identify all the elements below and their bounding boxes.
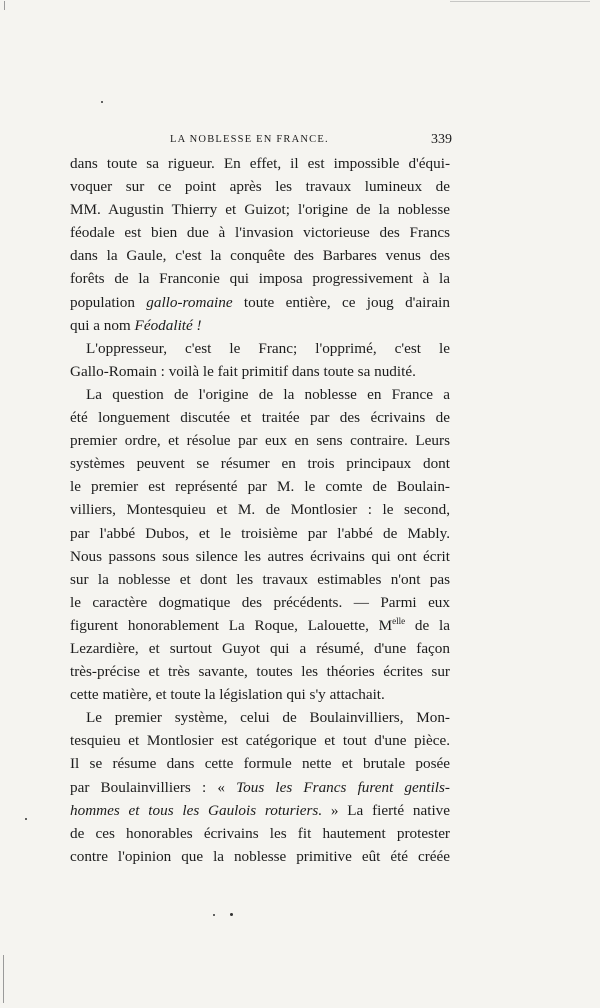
text-segment: Le premier système, celui de Boulainvilliers, Mon- bbox=[86, 709, 450, 727]
text-segment: de ces honorables écrivains les fit hautement protester bbox=[70, 824, 450, 842]
text-line bbox=[70, 383, 450, 406]
text-line bbox=[70, 591, 450, 614]
text-line bbox=[70, 568, 450, 591]
text-segment: contre l'opinion que la noblesse primitive eût été créée bbox=[70, 847, 450, 865]
text-line bbox=[70, 314, 450, 337]
text-line bbox=[70, 475, 450, 498]
text-line bbox=[70, 706, 450, 729]
text-segment: de la bbox=[405, 616, 450, 634]
scan-edge-mark bbox=[3, 955, 4, 1003]
text-segment: le caractère dogmatique des précédents. — Parmi eux bbox=[70, 593, 450, 611]
text-line bbox=[70, 221, 450, 244]
text-segment: dans la Gaule, c'est la conquête des Barbares venus des bbox=[70, 247, 450, 265]
text-segment: figurent honorablement La Roque, Lalouette, M bbox=[70, 616, 393, 634]
text-line bbox=[70, 244, 450, 267]
text-segment: Il se résume dans cette formule nette et brutale posée bbox=[70, 755, 450, 773]
text-segment: population bbox=[70, 293, 147, 311]
text-line bbox=[70, 614, 450, 637]
italic-segment: gallo-romaine bbox=[146, 293, 233, 311]
text-segment: La question de l'origine de la noblesse en France a bbox=[86, 385, 450, 403]
text-line bbox=[70, 799, 450, 822]
text-line bbox=[70, 175, 450, 198]
text-line bbox=[70, 660, 450, 683]
scan-speck bbox=[213, 914, 215, 916]
text-line bbox=[70, 522, 450, 545]
text-segment: par l'abbé Dubos, et le troisième par l'abbé de Mably. bbox=[70, 524, 450, 542]
text-line bbox=[70, 729, 450, 752]
page-number: 339 bbox=[431, 132, 452, 147]
text-segment: tesquieu et Montlosier est catégorique et tout d'une pièce. bbox=[70, 732, 450, 750]
text-segment: Lezardière, et surtout Guyot qui a résumé, d'une façon bbox=[70, 639, 450, 657]
text-segment: voquer sur ce point après les travaux lumineux de bbox=[70, 178, 450, 196]
text-segment: toute entière, ce joug d'airain bbox=[232, 293, 450, 311]
scan-speck bbox=[230, 913, 233, 916]
superscript: elle bbox=[392, 615, 406, 626]
text-line bbox=[70, 360, 450, 383]
running-head bbox=[70, 132, 450, 150]
text-segment: MM. Augustin Thierry et Guizot; l'origine de la noblesse bbox=[70, 201, 450, 219]
text-segment: » La fierté native bbox=[322, 801, 450, 819]
text-line bbox=[70, 152, 450, 175]
text-line bbox=[70, 198, 450, 221]
text-line bbox=[70, 291, 450, 314]
text-line bbox=[70, 498, 450, 521]
body-text bbox=[70, 152, 450, 868]
text-segment: très-précise et très savante, toutes les théories écrites sur bbox=[70, 663, 450, 681]
text-segment: qui a nom bbox=[70, 316, 135, 334]
text-segment: été longuement discutée et traitée par des écrivains de bbox=[70, 409, 450, 427]
text-segment: L'oppresseur, c'est le Franc; l'opprimé, c'est le bbox=[86, 339, 450, 357]
text-line bbox=[70, 429, 450, 452]
text-line bbox=[70, 752, 450, 775]
text-segment: Nous passons sous silence les autres écrivains qui ont écrit bbox=[70, 547, 450, 565]
text-segment: forêts de la Franconie qui imposa progressivement à la bbox=[70, 270, 450, 288]
text-line bbox=[70, 452, 450, 475]
italic-segment: hommes et tous les Gaulois roturiers. bbox=[70, 801, 323, 819]
scan-edge-mark bbox=[450, 1, 590, 2]
text-segment: systèmes peuvent se résumer en trois principaux dont bbox=[70, 455, 450, 473]
text-segment: le premier est représenté par M. le comte de Boulain- bbox=[70, 478, 450, 496]
text-segment: dans toute sa rigueur. En effet, il est impossible d'équi- bbox=[70, 155, 450, 172]
text-line bbox=[70, 683, 450, 706]
text-segment: Gallo-Romain : voilà le fait primitif dans toute sa nudité. bbox=[70, 362, 416, 380]
scan-speck bbox=[101, 101, 103, 103]
text-line bbox=[70, 545, 450, 568]
italic-segment: Féodalité ! bbox=[134, 316, 202, 334]
text-line bbox=[70, 637, 450, 660]
text-line bbox=[70, 337, 450, 360]
text-segment: premier ordre, et résolue par eux en sens contraire. Leurs bbox=[70, 432, 450, 450]
text-segment: féodale est bien due à l'invasion victorieuse des Francs bbox=[70, 224, 450, 242]
scan-speck bbox=[25, 818, 27, 820]
text-segment: sur la noblesse et dont les travaux estimables n'ont pas bbox=[70, 570, 450, 588]
italic-segment: Tous les Francs furent gentils- bbox=[236, 778, 450, 796]
text-segment: par Boulainvilliers : « bbox=[70, 778, 237, 796]
text-line bbox=[70, 845, 450, 868]
text-line bbox=[70, 406, 450, 429]
text-line bbox=[70, 822, 450, 845]
text-line bbox=[70, 267, 450, 290]
scan-edge-mark bbox=[4, 1, 5, 10]
text-line bbox=[70, 776, 450, 799]
text-segment: cette matière, et toute la législation qui s'y attachait. bbox=[70, 686, 385, 704]
text-segment: villiers, Montesquieu et M. de Montlosier : le second, bbox=[70, 501, 450, 519]
running-title: LA NOBLESSE EN FRANCE. bbox=[170, 134, 329, 145]
